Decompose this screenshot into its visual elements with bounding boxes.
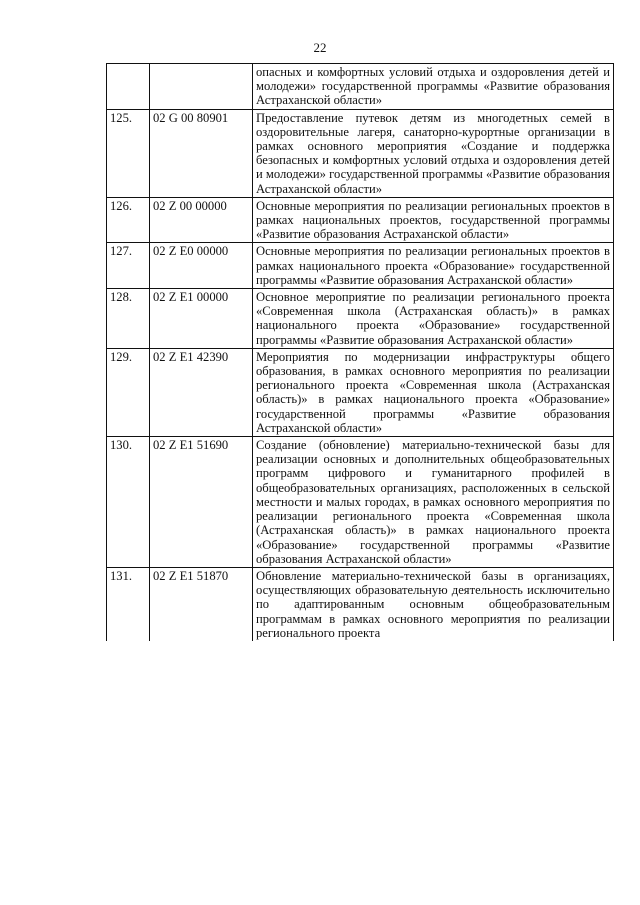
row-description: Создание (обновление) материально-технической базы для реализации основных и дополнительных общеобразовательных программ цифрового и гуманитарного профилей в общеобразовательных организациях, расположенных в сельской местности и малых городах, в рамках основного мероприятия по реализации регионального проекта «Современная школа (Астраханская область)» в рамках национального проекта «Образование» государственной программы «Развитие образования Астраханской области»	[253, 437, 614, 568]
row-description: Основные мероприятия по реализации региональных проектов в рамках национальных проектов, государственной программы «Развитие образования Астраханской области»	[253, 197, 614, 243]
budget-classification-table	[106, 63, 614, 641]
classification-code	[150, 64, 253, 110]
row-description: Обновление материально-технической базы в организациях, осуществляющих образовательную деятельность исключительно по адаптированным основным общеобразовательным программам в рамках основного мероприятия по реализации регионального проекта	[253, 567, 614, 641]
classification-code: 02 Z E0 00000	[150, 243, 253, 289]
classification-code: 02 Z 00 00000	[150, 197, 253, 243]
table-row	[107, 64, 614, 110]
table-row	[107, 348, 614, 436]
table-row	[107, 197, 614, 243]
table-row	[107, 567, 614, 641]
row-number: 128.	[107, 289, 150, 349]
row-description: Основные мероприятия по реализации региональных проектов в рамках национального проекта «Образование» государственной программы «Развитие образования Астраханской области»	[253, 243, 614, 289]
row-description: Мероприятия по модернизации инфраструктуры общего образования, в рамках основного мероприятия по реализации регионального проекта «Современная школа (Астраханская область)» в рамках национального проекта «Образование» государственной программы «Развитие образования Астраханской области»	[253, 348, 614, 436]
classification-code: 02 Z E1 00000	[150, 289, 253, 349]
row-description: Основное мероприятие по реализации регионального проекта «Современная школа (Астраханская область)» в рамках национального проекта «Образование» государственной программы «Развитие образования Астраханской области»	[253, 289, 614, 349]
table-row	[107, 243, 614, 289]
row-description: Предоставление путевок детям из многодетных семей в оздоровительные лагеря, санаторно-курортные организации в рамках основного мероприятия «Создание и поддержка безопасных и комфортных условий отдыха и оздоровления детей и молодежи» государственной программы «Развитие образования Астраханской области»	[253, 109, 614, 197]
classification-code: 02 Z E1 51690	[150, 437, 253, 568]
row-number: 130.	[107, 437, 150, 568]
row-description: опасных и комфортных условий отдыха и оздоровления детей и молодежи» государственной программы «Развитие образования Астраханской области»	[253, 64, 614, 110]
classification-code: 02 Z E1 42390	[150, 348, 253, 436]
classification-code: 02 G 00 80901	[150, 109, 253, 197]
classification-code: 02 Z E1 51870	[150, 567, 253, 641]
table-row	[107, 109, 614, 197]
row-number: 127.	[107, 243, 150, 289]
row-number: 126.	[107, 197, 150, 243]
table-row	[107, 437, 614, 568]
row-number: 129.	[107, 348, 150, 436]
row-number: 125.	[107, 109, 150, 197]
table-row	[107, 289, 614, 349]
row-number	[107, 64, 150, 110]
row-number: 131.	[107, 567, 150, 641]
page-number: 22	[313, 40, 327, 55]
